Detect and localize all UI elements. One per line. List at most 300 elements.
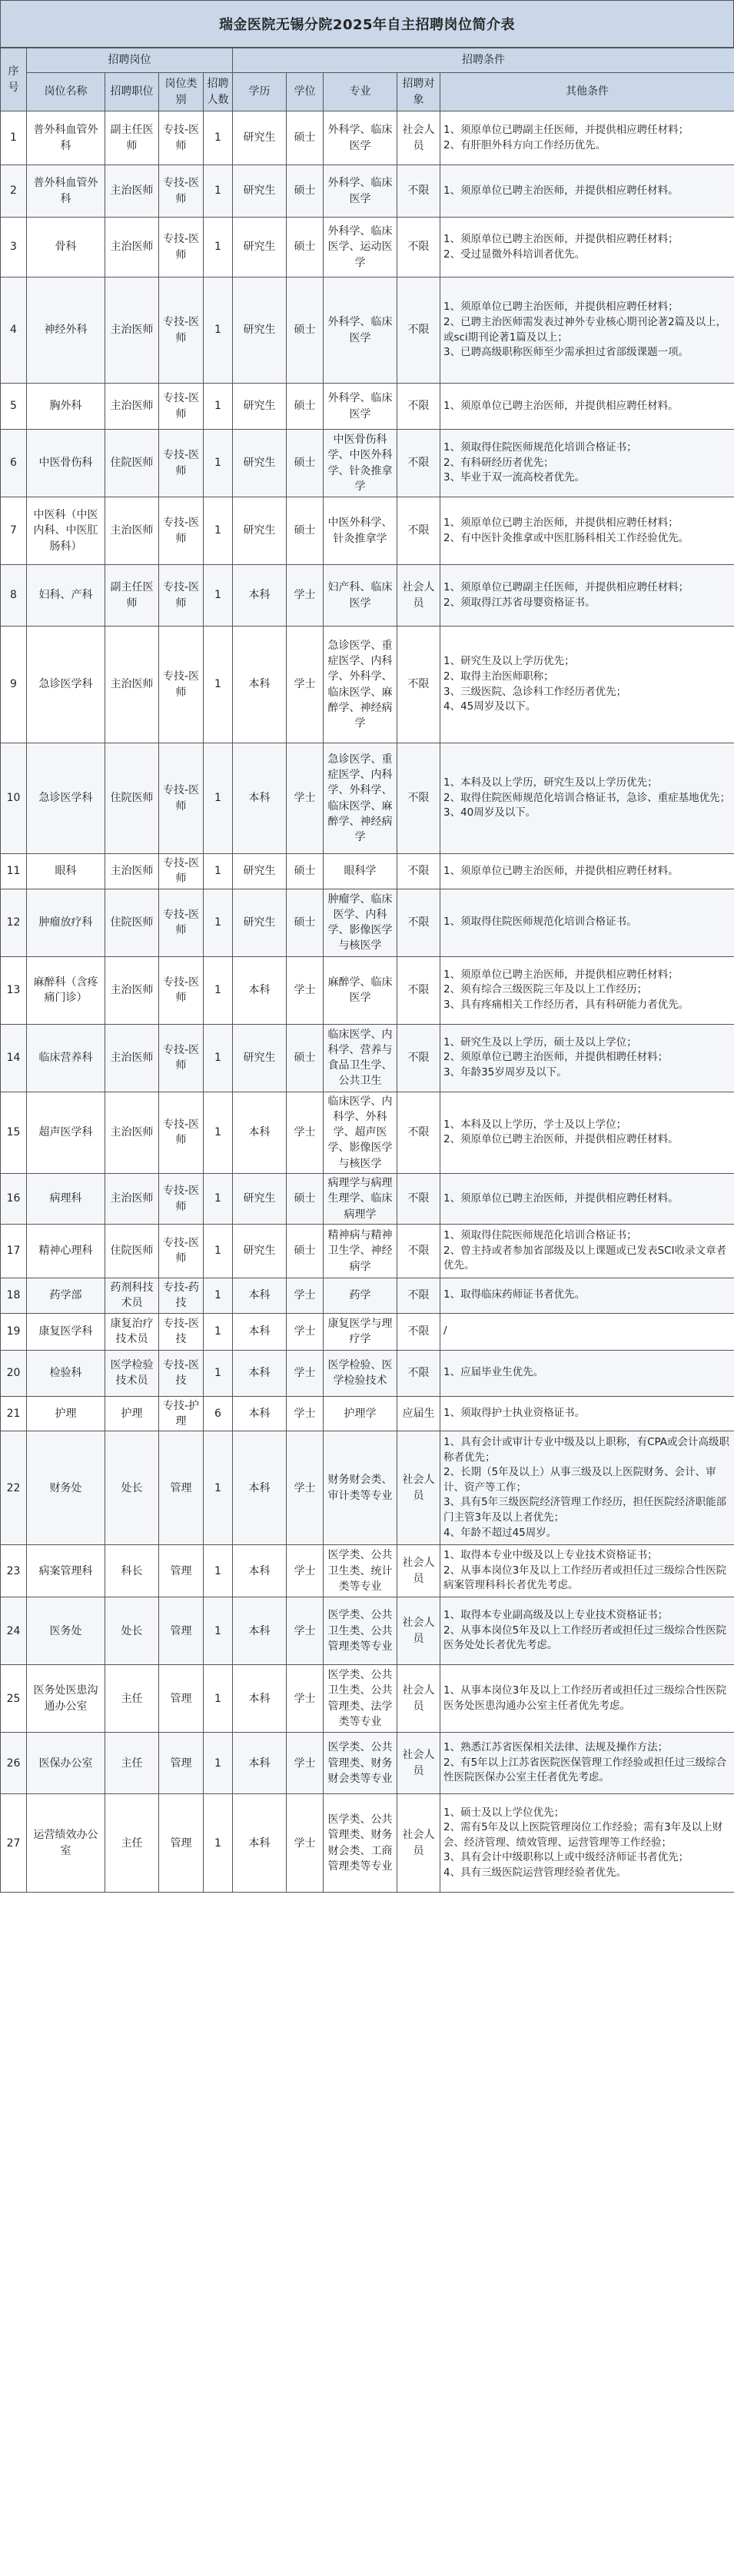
other-conditions-cell: 1、须取得住院医师规范化培训合格证书； 2、有科研经历者优先； 3、毕业于双一流高校者优先。 [440, 430, 734, 497]
position-category-cell: 管理 [159, 1733, 204, 1794]
education-cell: 本科 [233, 1350, 287, 1396]
target-cell: 不限 [397, 956, 440, 1024]
header-position-title: 招聘职位 [105, 73, 159, 111]
position-category-cell: 专技-医技 [159, 1313, 204, 1350]
degree-cell: 硕士 [287, 497, 324, 565]
row-number-cell: 9 [1, 627, 27, 743]
position-category-cell: 管理 [159, 1545, 204, 1597]
target-cell: 社会人员 [397, 1597, 440, 1665]
table-header [1, 48, 734, 111]
education-cell: 研究生 [233, 497, 287, 565]
position-title-cell: 主治医师 [105, 218, 159, 278]
header-group-position: 招聘岗位 [27, 48, 233, 73]
header-headcount: 招聘人数 [204, 73, 233, 111]
position-name-cell: 药学部 [27, 1278, 105, 1313]
position-title-cell: 处长 [105, 1431, 159, 1545]
row-number-cell: 27 [1, 1794, 27, 1893]
major-cell: 外科学、临床医学、运动医学 [324, 218, 397, 278]
other-conditions-cell: 1、须原单位已聘主治医师，并提供相应聘任材料； 2、有中医针灸推拿或中医肛肠科相关工作经验优先。 [440, 497, 734, 565]
row-number-cell: 26 [1, 1733, 27, 1794]
education-cell: 本科 [233, 1597, 287, 1665]
page-title: 瑞金医院无锡分院2025年自主招聘岗位简介表 [0, 0, 734, 48]
header-education: 学历 [233, 73, 287, 111]
row-number-cell: 1 [1, 111, 27, 165]
major-cell: 中医骨伤科学、中医外科学、针灸推拿学 [324, 430, 397, 497]
headcount-cell: 1 [204, 384, 233, 430]
major-cell: 外科学、临床医学 [324, 278, 397, 384]
position-name-cell: 康复医学科 [27, 1313, 105, 1350]
headcount-cell: 1 [204, 854, 233, 889]
header-target: 招聘对象 [397, 73, 440, 111]
education-cell: 研究生 [233, 1174, 287, 1225]
other-conditions-cell: 1、取得本专业副高级及以上专业技术资格证书； 2、从事本岗位5年及以上工作经历者或担任过三级综合性医院医务处处长者优先考虑。 [440, 1597, 734, 1665]
position-name-cell: 医保办公室 [27, 1733, 105, 1794]
major-cell: 眼科学 [324, 854, 397, 889]
degree-cell: 学士 [287, 1092, 324, 1173]
table-row [1, 1396, 734, 1431]
other-conditions-cell: 1、本科及以上学历，研究生及以上学历优先； 2、取得住院医师规范化培训合格证书，急诊、重症基地优先； 3、40周岁及以下。 [440, 743, 734, 854]
degree-cell: 学士 [287, 1665, 324, 1733]
position-title-cell: 主治医师 [105, 278, 159, 384]
row-number-cell: 17 [1, 1224, 27, 1278]
degree-cell: 硕士 [287, 165, 324, 218]
position-title-cell: 主治医师 [105, 1024, 159, 1092]
position-name-cell: 中医科（中医内科、中医肛肠科） [27, 497, 105, 565]
target-cell: 不限 [397, 1092, 440, 1173]
education-cell: 研究生 [233, 1024, 287, 1092]
target-cell: 不限 [397, 218, 440, 278]
position-title-cell: 医学检验技术员 [105, 1350, 159, 1396]
target-cell: 不限 [397, 854, 440, 889]
major-cell: 护理学 [324, 1396, 397, 1431]
headcount-cell: 1 [204, 565, 233, 627]
education-cell: 研究生 [233, 1224, 287, 1278]
education-cell: 研究生 [233, 430, 287, 497]
position-title-cell: 住院医师 [105, 430, 159, 497]
other-conditions-cell: 1、应届毕业生优先。 [440, 1350, 734, 1396]
position-title-cell: 副主任医师 [105, 111, 159, 165]
position-category-cell: 专技-护理 [159, 1396, 204, 1431]
other-conditions-cell: 1、须原单位已聘主治医师，并提供相应聘任材料。 [440, 1174, 734, 1225]
other-conditions-cell: 1、须取得住院医师规范化培训合格证书。 [440, 889, 734, 956]
education-cell: 本科 [233, 1545, 287, 1597]
other-conditions-cell: 1、须取得住院医师规范化培训合格证书； 2、曾主持或者参加省部级及以上课题或已发表SCI收录文章者优先。 [440, 1224, 734, 1278]
position-title-cell: 主治医师 [105, 854, 159, 889]
position-name-cell: 神经外科 [27, 278, 105, 384]
other-conditions-cell: 1、须原单位已聘副主任医师，并提供相应聘任材料； 2、有肝胆外科方向工作经历优先。 [440, 111, 734, 165]
major-cell: 急诊医学、重症医学、内科学、外科学、临床医学、麻醉学、神经病学 [324, 743, 397, 854]
target-cell: 不限 [397, 278, 440, 384]
target-cell: 社会人员 [397, 1545, 440, 1597]
row-number-cell: 14 [1, 1024, 27, 1092]
education-cell: 本科 [233, 1794, 287, 1893]
degree-cell: 学士 [287, 743, 324, 854]
degree-cell: 硕士 [287, 218, 324, 278]
target-cell: 不限 [397, 1224, 440, 1278]
position-category-cell: 专技-医师 [159, 889, 204, 956]
degree-cell: 硕士 [287, 889, 324, 956]
target-cell: 社会人员 [397, 111, 440, 165]
row-number-cell: 4 [1, 278, 27, 384]
position-title-cell: 处长 [105, 1597, 159, 1665]
major-cell: 病理学与病理生理学、临床病理学 [324, 1174, 397, 1225]
headcount-cell: 1 [204, 1092, 233, 1173]
table-row [1, 1794, 734, 1893]
position-title-cell: 主任 [105, 1733, 159, 1794]
target-cell: 社会人员 [397, 1794, 440, 1893]
position-title-cell: 主任 [105, 1665, 159, 1733]
major-cell: 药学 [324, 1278, 397, 1313]
position-category-cell: 管理 [159, 1431, 204, 1545]
other-conditions-cell: 1、须原单位已聘主治医师，并提供相应聘任材料。 [440, 384, 734, 430]
major-cell: 医学类、公共卫生类、公共管理类、法学类等专业 [324, 1665, 397, 1733]
target-cell: 社会人员 [397, 1431, 440, 1545]
table-row [1, 956, 734, 1024]
education-cell: 本科 [233, 1092, 287, 1173]
degree-cell: 学士 [287, 627, 324, 743]
degree-cell: 学士 [287, 1597, 324, 1665]
major-cell: 医学类、公共管理类、财务财会类等专业 [324, 1733, 397, 1794]
target-cell: 不限 [397, 889, 440, 956]
education-cell: 研究生 [233, 218, 287, 278]
target-cell: 不限 [397, 627, 440, 743]
position-category-cell: 专技-医师 [159, 278, 204, 384]
position-title-cell: 住院医师 [105, 743, 159, 854]
position-name-cell: 眼科 [27, 854, 105, 889]
position-name-cell: 财务处 [27, 1431, 105, 1545]
major-cell: 医学检验、医学检验技术 [324, 1350, 397, 1396]
target-cell: 社会人员 [397, 565, 440, 627]
headcount-cell: 1 [204, 627, 233, 743]
other-conditions-cell: 1、研究生及以上学历，硕士及以上学位； 2、须原单位已聘主治医师，并提供相聘任材料； 3、年龄35岁周岁及以下。 [440, 1024, 734, 1092]
row-number-cell: 25 [1, 1665, 27, 1733]
education-cell: 本科 [233, 1313, 287, 1350]
table-row [1, 565, 734, 627]
major-cell: 医学类、公共管理类、财务财会类、工商管理类等专业 [324, 1794, 397, 1893]
position-category-cell: 专技-医师 [159, 384, 204, 430]
table-row [1, 384, 734, 430]
table-row [1, 165, 734, 218]
table-row [1, 627, 734, 743]
position-title-cell: 主治医师 [105, 165, 159, 218]
position-category-cell: 专技-医师 [159, 743, 204, 854]
position-name-cell: 普外科血管外科 [27, 111, 105, 165]
degree-cell: 学士 [287, 1431, 324, 1545]
row-number-cell: 8 [1, 565, 27, 627]
position-name-cell: 医务处 [27, 1597, 105, 1665]
major-cell: 康复医学与理疗学 [324, 1313, 397, 1350]
education-cell: 本科 [233, 1396, 287, 1431]
education-cell: 本科 [233, 627, 287, 743]
other-conditions-cell: 1、须原单位已聘主治医师，并提供相应聘任材料。 [440, 165, 734, 218]
headcount-cell: 1 [204, 1733, 233, 1794]
other-conditions-cell: / [440, 1313, 734, 1350]
other-conditions-cell: 1、须取得护士执业资格证书。 [440, 1396, 734, 1431]
table-row [1, 854, 734, 889]
degree-cell: 硕士 [287, 1224, 324, 1278]
other-conditions-cell: 1、研究生及以上学历优先； 2、取得主治医师职称； 3、三级医院、急诊科工作经历者优先； 4、45周岁及以下。 [440, 627, 734, 743]
position-category-cell: 专技-医师 [159, 1224, 204, 1278]
education-cell: 研究生 [233, 278, 287, 384]
table-row [1, 1665, 734, 1733]
row-number-cell: 23 [1, 1545, 27, 1597]
target-cell: 不限 [397, 384, 440, 430]
row-number-cell: 18 [1, 1278, 27, 1313]
position-category-cell: 管理 [159, 1665, 204, 1733]
headcount-cell: 1 [204, 889, 233, 956]
other-conditions-cell: 1、须原单位已聘主治医师，并提供相应聘任材料； 2、已聘主治医师需发表过神外专业核心期刊论著2篇及以上，或sci期刊论著1篇及以上； 3、已聘高级职称医师至少需承担过省部级课题一项。 [440, 278, 734, 384]
table-row [1, 278, 734, 384]
education-cell: 本科 [233, 1278, 287, 1313]
position-title-cell: 住院医师 [105, 1224, 159, 1278]
position-title-cell: 主治医师 [105, 497, 159, 565]
position-name-cell: 精神心理科 [27, 1224, 105, 1278]
row-number-cell: 5 [1, 384, 27, 430]
headcount-cell: 1 [204, 218, 233, 278]
position-name-cell: 急诊医学科 [27, 627, 105, 743]
position-category-cell: 专技-医师 [159, 165, 204, 218]
position-category-cell: 专技-医技 [159, 1350, 204, 1396]
table-row [1, 497, 734, 565]
headcount-cell: 1 [204, 497, 233, 565]
row-number-cell: 15 [1, 1092, 27, 1173]
table-row [1, 1092, 734, 1173]
row-number-cell: 22 [1, 1431, 27, 1545]
header-major: 专业 [324, 73, 397, 111]
headcount-cell: 1 [204, 1665, 233, 1733]
headcount-cell: 1 [204, 111, 233, 165]
position-title-cell: 主治医师 [105, 1174, 159, 1225]
degree-cell: 学士 [287, 956, 324, 1024]
position-category-cell: 管理 [159, 1597, 204, 1665]
headcount-cell: 6 [204, 1396, 233, 1431]
major-cell: 临床医学、内科学、营养与食品卫生学、公共卫生 [324, 1024, 397, 1092]
table-row [1, 1545, 734, 1597]
header-other: 其他条件 [440, 73, 734, 111]
table-row [1, 1224, 734, 1278]
position-name-cell: 妇科、产科 [27, 565, 105, 627]
target-cell: 不限 [397, 165, 440, 218]
degree-cell: 学士 [287, 565, 324, 627]
position-category-cell: 专技-医师 [159, 565, 204, 627]
table-row [1, 1431, 734, 1545]
headcount-cell: 1 [204, 278, 233, 384]
education-cell: 本科 [233, 1733, 287, 1794]
position-title-cell: 主任 [105, 1794, 159, 1893]
position-category-cell: 专技-医师 [159, 1024, 204, 1092]
degree-cell: 硕士 [287, 111, 324, 165]
row-number-cell: 11 [1, 854, 27, 889]
position-name-cell: 普外科血管外科 [27, 165, 105, 218]
degree-cell: 硕士 [287, 1174, 324, 1225]
major-cell: 中医外科学、针灸推拿学 [324, 497, 397, 565]
position-name-cell: 麻醉科（含疼痛门诊） [27, 956, 105, 1024]
major-cell: 肿瘤学、临床医学、内科学、影像医学与核医学 [324, 889, 397, 956]
headcount-cell: 1 [204, 1794, 233, 1893]
degree-cell: 学士 [287, 1396, 324, 1431]
table-row [1, 1597, 734, 1665]
position-title-cell: 住院医师 [105, 889, 159, 956]
major-cell: 外科学、临床医学 [324, 165, 397, 218]
table-row [1, 1174, 734, 1225]
headcount-cell: 1 [204, 1278, 233, 1313]
other-conditions-cell: 1、须原单位已聘主治医师，并提供相应聘任材料； 2、须有综合三级医院三年及以上工作经历； 3、具有疼痛相关工作经历者，具有科研能力者优先。 [440, 956, 734, 1024]
position-category-cell: 管理 [159, 1794, 204, 1893]
education-cell: 研究生 [233, 889, 287, 956]
position-category-cell: 专技-医师 [159, 218, 204, 278]
degree-cell: 硕士 [287, 1024, 324, 1092]
degree-cell: 硕士 [287, 384, 324, 430]
major-cell: 外科学、临床医学 [324, 111, 397, 165]
target-cell: 社会人员 [397, 1733, 440, 1794]
header-group-conditions: 招聘条件 [233, 48, 734, 73]
position-category-cell: 专技-医师 [159, 430, 204, 497]
row-number-cell: 24 [1, 1597, 27, 1665]
position-title-cell: 药剂科技术员 [105, 1278, 159, 1313]
headcount-cell: 1 [204, 430, 233, 497]
education-cell: 研究生 [233, 165, 287, 218]
major-cell: 临床医学、内科学、外科学、超声医学、影像医学与核医学 [324, 1092, 397, 1173]
target-cell: 不限 [397, 1174, 440, 1225]
headcount-cell: 1 [204, 1350, 233, 1396]
major-cell: 麻醉学、临床医学 [324, 956, 397, 1024]
position-name-cell: 检验科 [27, 1350, 105, 1396]
headcount-cell: 1 [204, 1174, 233, 1225]
position-name-cell: 肿瘤放疗科 [27, 889, 105, 956]
position-name-cell: 急诊医学科 [27, 743, 105, 854]
other-conditions-cell: 1、须原单位已聘主治医师，并提供相应聘任材料。 [440, 854, 734, 889]
degree-cell: 学士 [287, 1350, 324, 1396]
headcount-cell: 1 [204, 165, 233, 218]
table-row [1, 218, 734, 278]
position-name-cell: 病理科 [27, 1174, 105, 1225]
position-category-cell: 专技-医师 [159, 627, 204, 743]
headcount-cell: 1 [204, 1545, 233, 1597]
position-name-cell: 医务处医患沟通办公室 [27, 1665, 105, 1733]
major-cell: 急诊医学、重症医学、内科学、外科学、临床医学、麻醉学、神经病学 [324, 627, 397, 743]
header-degree: 学位 [287, 73, 324, 111]
education-cell: 研究生 [233, 854, 287, 889]
target-cell: 不限 [397, 1024, 440, 1092]
education-cell: 本科 [233, 743, 287, 854]
position-category-cell: 专技-医师 [159, 956, 204, 1024]
position-title-cell: 主治医师 [105, 956, 159, 1024]
table-row [1, 1313, 734, 1350]
position-category-cell: 专技-医师 [159, 497, 204, 565]
education-cell: 本科 [233, 565, 287, 627]
education-cell: 本科 [233, 1665, 287, 1733]
headcount-cell: 1 [204, 1431, 233, 1545]
other-conditions-cell: 1、熟悉江苏省医保相关法律、法规及操作方法； 2、有5年以上江苏省医院医保管理工作经验或担任过三级综合性医院医保办公室主任者优先考虑。 [440, 1733, 734, 1794]
other-conditions-cell: 1、须原单位已聘主治医师，并提供相应聘任材料； 2、受过显微外科培训者优先。 [440, 218, 734, 278]
row-number-cell: 20 [1, 1350, 27, 1396]
headcount-cell: 1 [204, 1224, 233, 1278]
major-cell: 财务财会类、审计类等专业 [324, 1431, 397, 1545]
other-conditions-cell: 1、硕士及以上学位优先； 2、需有5年及以上医院管理岗位工作经验；需有3年及以上财会、经济管理、绩效管理、运营管理等工作经验； 3、具有会计中级职称以上或中级经济师证书者优先； 4、具有三级医院运营管理经验者优先。 [440, 1794, 734, 1893]
row-number-cell: 7 [1, 497, 27, 565]
education-cell: 本科 [233, 956, 287, 1024]
degree-cell: 学士 [287, 1313, 324, 1350]
headcount-cell: 1 [204, 956, 233, 1024]
recruitment-table [0, 48, 734, 1893]
degree-cell: 硕士 [287, 430, 324, 497]
target-cell: 不限 [397, 1313, 440, 1350]
row-number-cell: 10 [1, 743, 27, 854]
other-conditions-cell: 1、具有会计或审计专业中级及以上职称，有CPA或会计高级职称者优先； 2、长期（5年及以上）从事三级及以上医院财务、会计、审计、资产等工作； 3、具有5年三级医院经济管理工作经历，担任医院经济职能部门主管3年及以上者优先； 4、年龄不超过45周岁。 [440, 1431, 734, 1545]
position-name-cell: 护理 [27, 1396, 105, 1431]
position-name-cell: 中医骨伤科 [27, 430, 105, 497]
table-row [1, 1733, 734, 1794]
table-row [1, 1350, 734, 1396]
position-category-cell: 专技-医师 [159, 854, 204, 889]
position-name-cell: 病案管理科 [27, 1545, 105, 1597]
position-name-cell: 超声医学科 [27, 1092, 105, 1173]
table-row [1, 111, 734, 165]
row-number-cell: 3 [1, 218, 27, 278]
other-conditions-cell: 1、取得临床药师证书者优先。 [440, 1278, 734, 1313]
target-cell: 社会人员 [397, 1665, 440, 1733]
table-row [1, 1024, 734, 1092]
position-name-cell: 临床营养科 [27, 1024, 105, 1092]
position-name-cell: 胸外科 [27, 384, 105, 430]
row-number-cell: 16 [1, 1174, 27, 1225]
headcount-cell: 1 [204, 1313, 233, 1350]
major-cell: 医学类、公共卫生类、统计类等专业 [324, 1545, 397, 1597]
education-cell: 研究生 [233, 384, 287, 430]
position-title-cell: 护理 [105, 1396, 159, 1431]
target-cell: 不限 [397, 743, 440, 854]
headcount-cell: 1 [204, 743, 233, 854]
other-conditions-cell: 1、取得本专业中级及以上专业技术资格证书； 2、从事本岗位3年及以上工作经历者或担任过三级综合性医院病案管理科科长者优先考虑。 [440, 1545, 734, 1597]
position-category-cell: 专技-药技 [159, 1278, 204, 1313]
major-cell: 精神病与精神卫生学、神经病学 [324, 1224, 397, 1278]
header-position-category: 岗位类别 [159, 73, 204, 111]
table-body [1, 111, 734, 1893]
position-title-cell: 副主任医师 [105, 565, 159, 627]
position-category-cell: 专技-医师 [159, 1092, 204, 1173]
degree-cell: 学士 [287, 1545, 324, 1597]
headcount-cell: 1 [204, 1024, 233, 1092]
position-title-cell: 主治医师 [105, 627, 159, 743]
row-number-cell: 6 [1, 430, 27, 497]
row-number-cell: 21 [1, 1396, 27, 1431]
target-cell: 不限 [397, 497, 440, 565]
major-cell: 外科学、临床医学 [324, 384, 397, 430]
header-seq: 序号 [1, 48, 27, 111]
header-position-name: 岗位名称 [27, 73, 105, 111]
row-number-cell: 13 [1, 956, 27, 1024]
degree-cell: 学士 [287, 1794, 324, 1893]
table-row [1, 889, 734, 956]
education-cell: 本科 [233, 1431, 287, 1545]
row-number-cell: 12 [1, 889, 27, 956]
degree-cell: 硕士 [287, 854, 324, 889]
major-cell: 妇产科、临床医学 [324, 565, 397, 627]
major-cell: 医学类、公共卫生类、公共管理类等专业 [324, 1597, 397, 1665]
table-row [1, 1278, 734, 1313]
target-cell: 不限 [397, 1350, 440, 1396]
degree-cell: 学士 [287, 1278, 324, 1313]
target-cell: 应届生 [397, 1396, 440, 1431]
degree-cell: 硕士 [287, 278, 324, 384]
table-row [1, 430, 734, 497]
row-number-cell: 19 [1, 1313, 27, 1350]
other-conditions-cell: 1、本科及以上学历，学士及以上学位； 2、须原单位已聘主治医师，并提供相应聘任材料。 [440, 1092, 734, 1173]
education-cell: 研究生 [233, 111, 287, 165]
position-title-cell: 科长 [105, 1545, 159, 1597]
table-row [1, 743, 734, 854]
degree-cell: 学士 [287, 1733, 324, 1794]
